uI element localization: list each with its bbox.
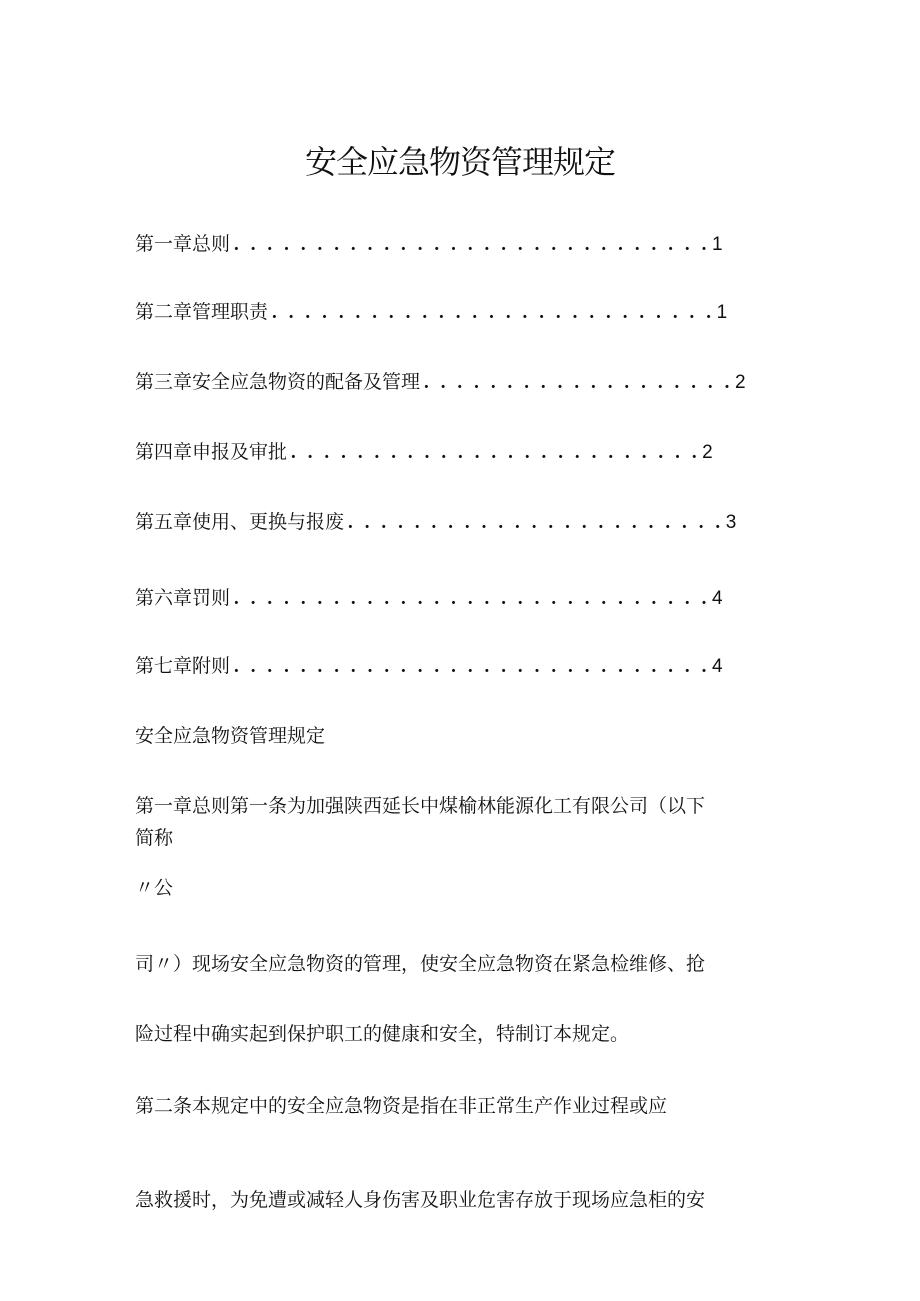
toc-page-number: 2 [734,372,746,393]
body-line: 〃公 [135,877,174,899]
toc-page-number: 1 [711,234,723,255]
toc-leader-dots: . . . . . . . . . . . . . . . . . . . . . . . . . [291,442,701,463]
toc-entry-label: 第六章罚则 [135,587,231,609]
toc-entry-label: 第四章申报及审批 [135,441,288,463]
document-title: 安全应急物资管理规定 [304,143,615,181]
toc-leader-dots: . . . . . . . . . . . . . . . . . . . . . . . . . . . . . [234,588,710,609]
toc-entry-label: 第三章安全应急物资的配备及管理 [135,371,421,393]
body-line: 险过程中确实起到保护职工的健康和安全，特制订本规定。 [135,1023,630,1045]
toc-page-number: 3 [725,512,737,533]
body-line: 简称 [135,827,174,849]
body-line: 第一章总则第一条为加强陕西延长中煤榆林能源化工有限公司（以下 [135,795,706,817]
toc-leader-dots: . . . . . . . . . . . . . . . . . . . . . . . . . . . . . [234,656,710,677]
toc-entry[interactable] [135,228,723,260]
toc-entry[interactable] [135,506,736,538]
toc-entry[interactable] [135,296,727,328]
toc-entry-label: 第一章总则 [135,233,231,255]
toc-entry-label: 第五章使用、更换与报废 [135,511,345,533]
toc-entry[interactable] [135,650,723,682]
toc-leader-dots: . . . . . . . . . . . . . . . . . . . . . . . [348,512,724,533]
body-line: 急救援时，为免遭或减轻人身伤害及职业危害存放于现场应急柜的安 [135,1189,706,1211]
toc-leader-dots: . . . . . . . . . . . . . . . . . . . [424,372,733,393]
toc-entry[interactable] [135,436,713,468]
body-line: 司〃）现场安全应急物资的管理，使安全应急物资在紧急检维修、抢 [135,953,706,975]
toc-entry[interactable] [135,582,723,614]
toc-entry[interactable] [135,366,746,398]
toc-entry-label: 第二章管理职责 [135,301,269,323]
body-heading: 安全应急物资管理规定 [135,725,326,747]
toc-page-number: 2 [702,442,713,463]
toc-leader-dots: . . . . . . . . . . . . . . . . . . . . . . . . . . . [272,302,715,323]
body-line: 第二条本规定中的安全应急物资是指在非正常生产作业过程或应 [135,1095,668,1117]
toc-page-number: 4 [711,656,723,677]
toc-entry-label: 第七章附则 [135,655,231,677]
toc-page-number: 1 [716,302,728,323]
toc-page-number: 4 [711,588,723,609]
toc-leader-dots: . . . . . . . . . . . . . . . . . . . . . . . . . . . . . [234,234,710,255]
